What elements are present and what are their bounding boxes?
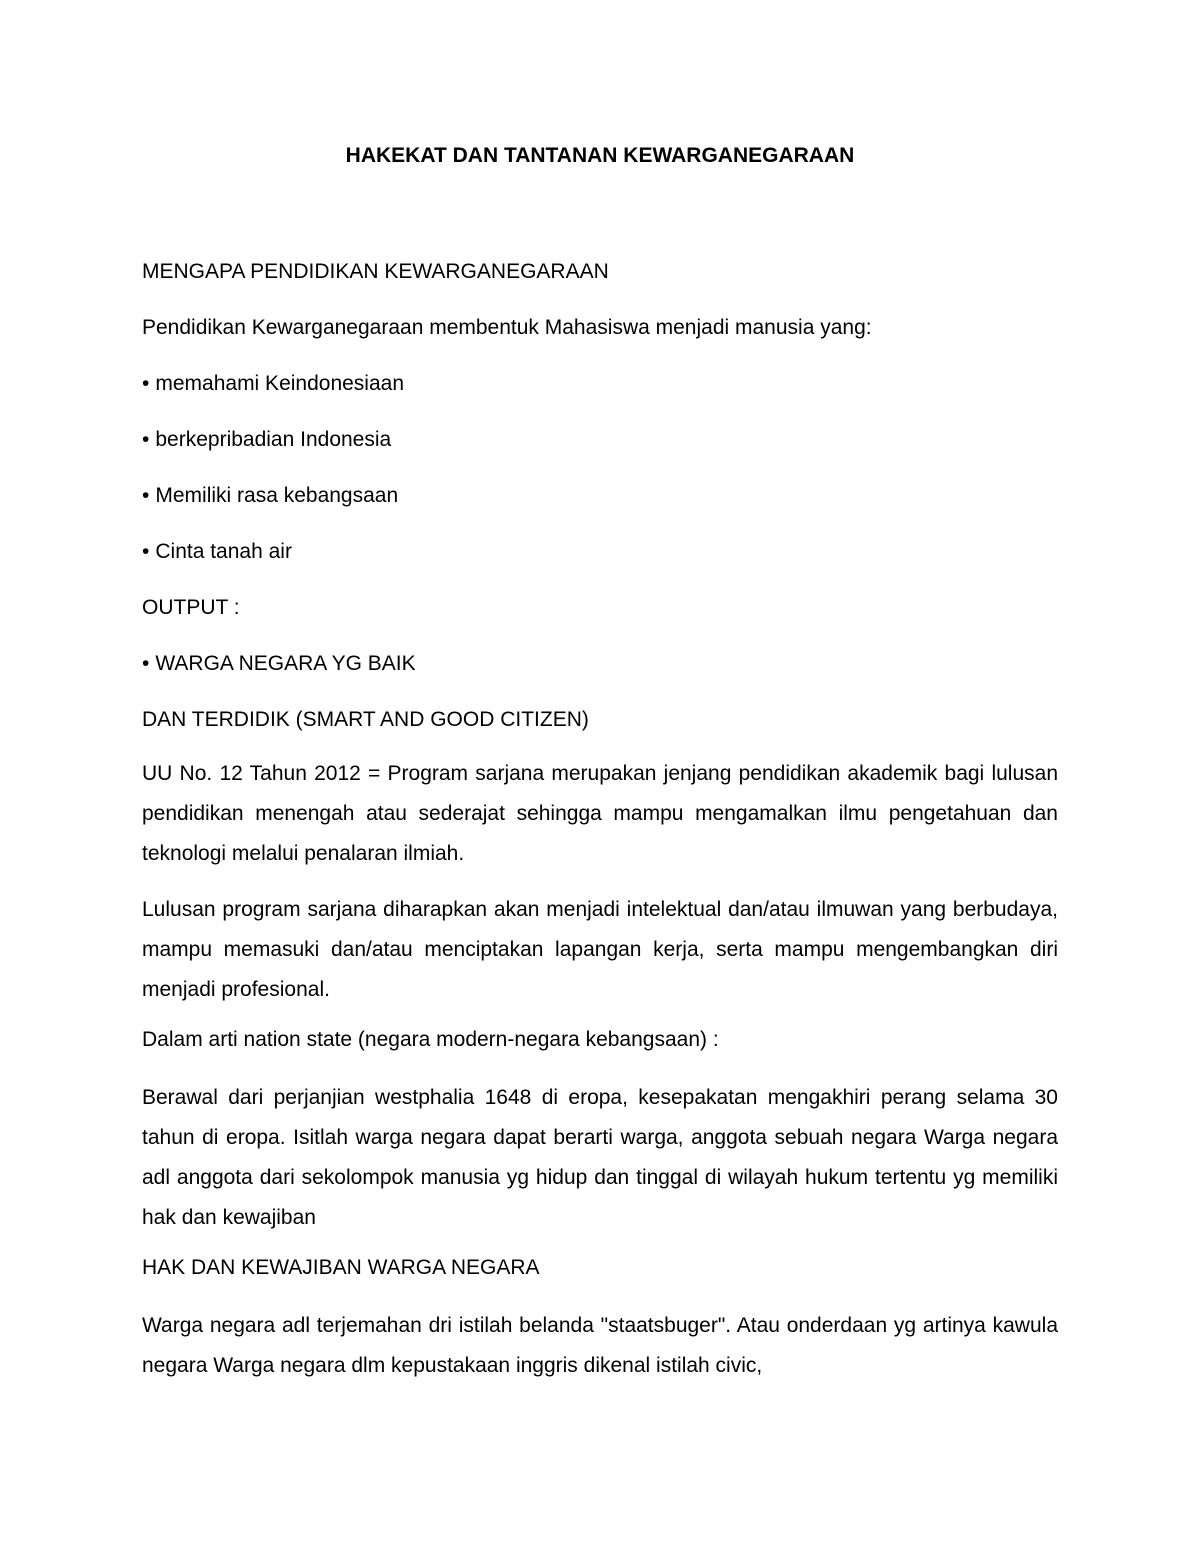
intro-line: Pendidikan Kewarganegaraan membentuk Mahasiswa menjadi manusia yang: — [142, 316, 872, 339]
bullet-item: • Cinta tanah air — [142, 538, 1058, 566]
document-title: HAKEKAT DAN TANTANAN KEWARGANEGARAAN — [345, 144, 855, 167]
document-body — [142, 142, 1058, 1402]
bullet-item: • memahami Keindonesiaan — [142, 370, 1058, 398]
bullet-item: • berkepribadian Indonesia — [142, 426, 1058, 454]
nation-state-line: Dalam arti nation state (negara modern-negara kebangsaan) : — [142, 1028, 719, 1051]
output-bullet: • WARGA NEGARA YG BAIK — [142, 650, 1058, 678]
output-label: OUTPUT : — [142, 596, 240, 619]
paragraph-uu: UU No. 12 Tahun 2012 = Program sarjana merupakan jenjang pendidikan akademik bagi lulusan pendidikan menengah atau sederajat sehingga mampu mengamalkan ilmu pengetahuan dan teknologi melalui penalaran ilmiah. — [142, 762, 1058, 865]
paragraph-warga: Warga negara adl terjemahan dri istilah belanda "staatsbuger". Atau onderdaan yg artinya kawula negara Warga negara dlm kepustakaan inggris dikenal istilah civic, — [142, 1314, 1058, 1377]
section-heading: MENGAPA PENDIDIKAN KEWARGANEGARAAN — [142, 260, 609, 283]
paragraph-lulusan: Lulusan program sarjana diharapkan akan menjadi intelektual dan/atau ilmuwan yang berbudaya, mampu memasuki dan/atau menciptakan lapangan kerja, serta mampu mengembangkan diri menjadi profesional. — [142, 898, 1058, 1001]
bullet-item: • Memiliki rasa kebangsaan — [142, 482, 1058, 510]
paragraph-berawal: Berawal dari perjanjian westphalia 1648 di eropa, kesepakatan mengakhiri perang selama 30 tahun di eropa. Isitlah warga negara dapat berarti warga, anggota sebuah negara Warga negara adl anggota dari sekolompok manusia yg hidup dan tinggal di wilayah hukum tertentu yg memiliki hak dan kewajiban — [142, 1086, 1058, 1229]
section-heading-2: HAK DAN KEWAJIBAN WARGA NEGARA — [142, 1256, 540, 1279]
output-continuation: DAN TERDIDIK (SMART AND GOOD CITIZEN) — [142, 708, 589, 731]
